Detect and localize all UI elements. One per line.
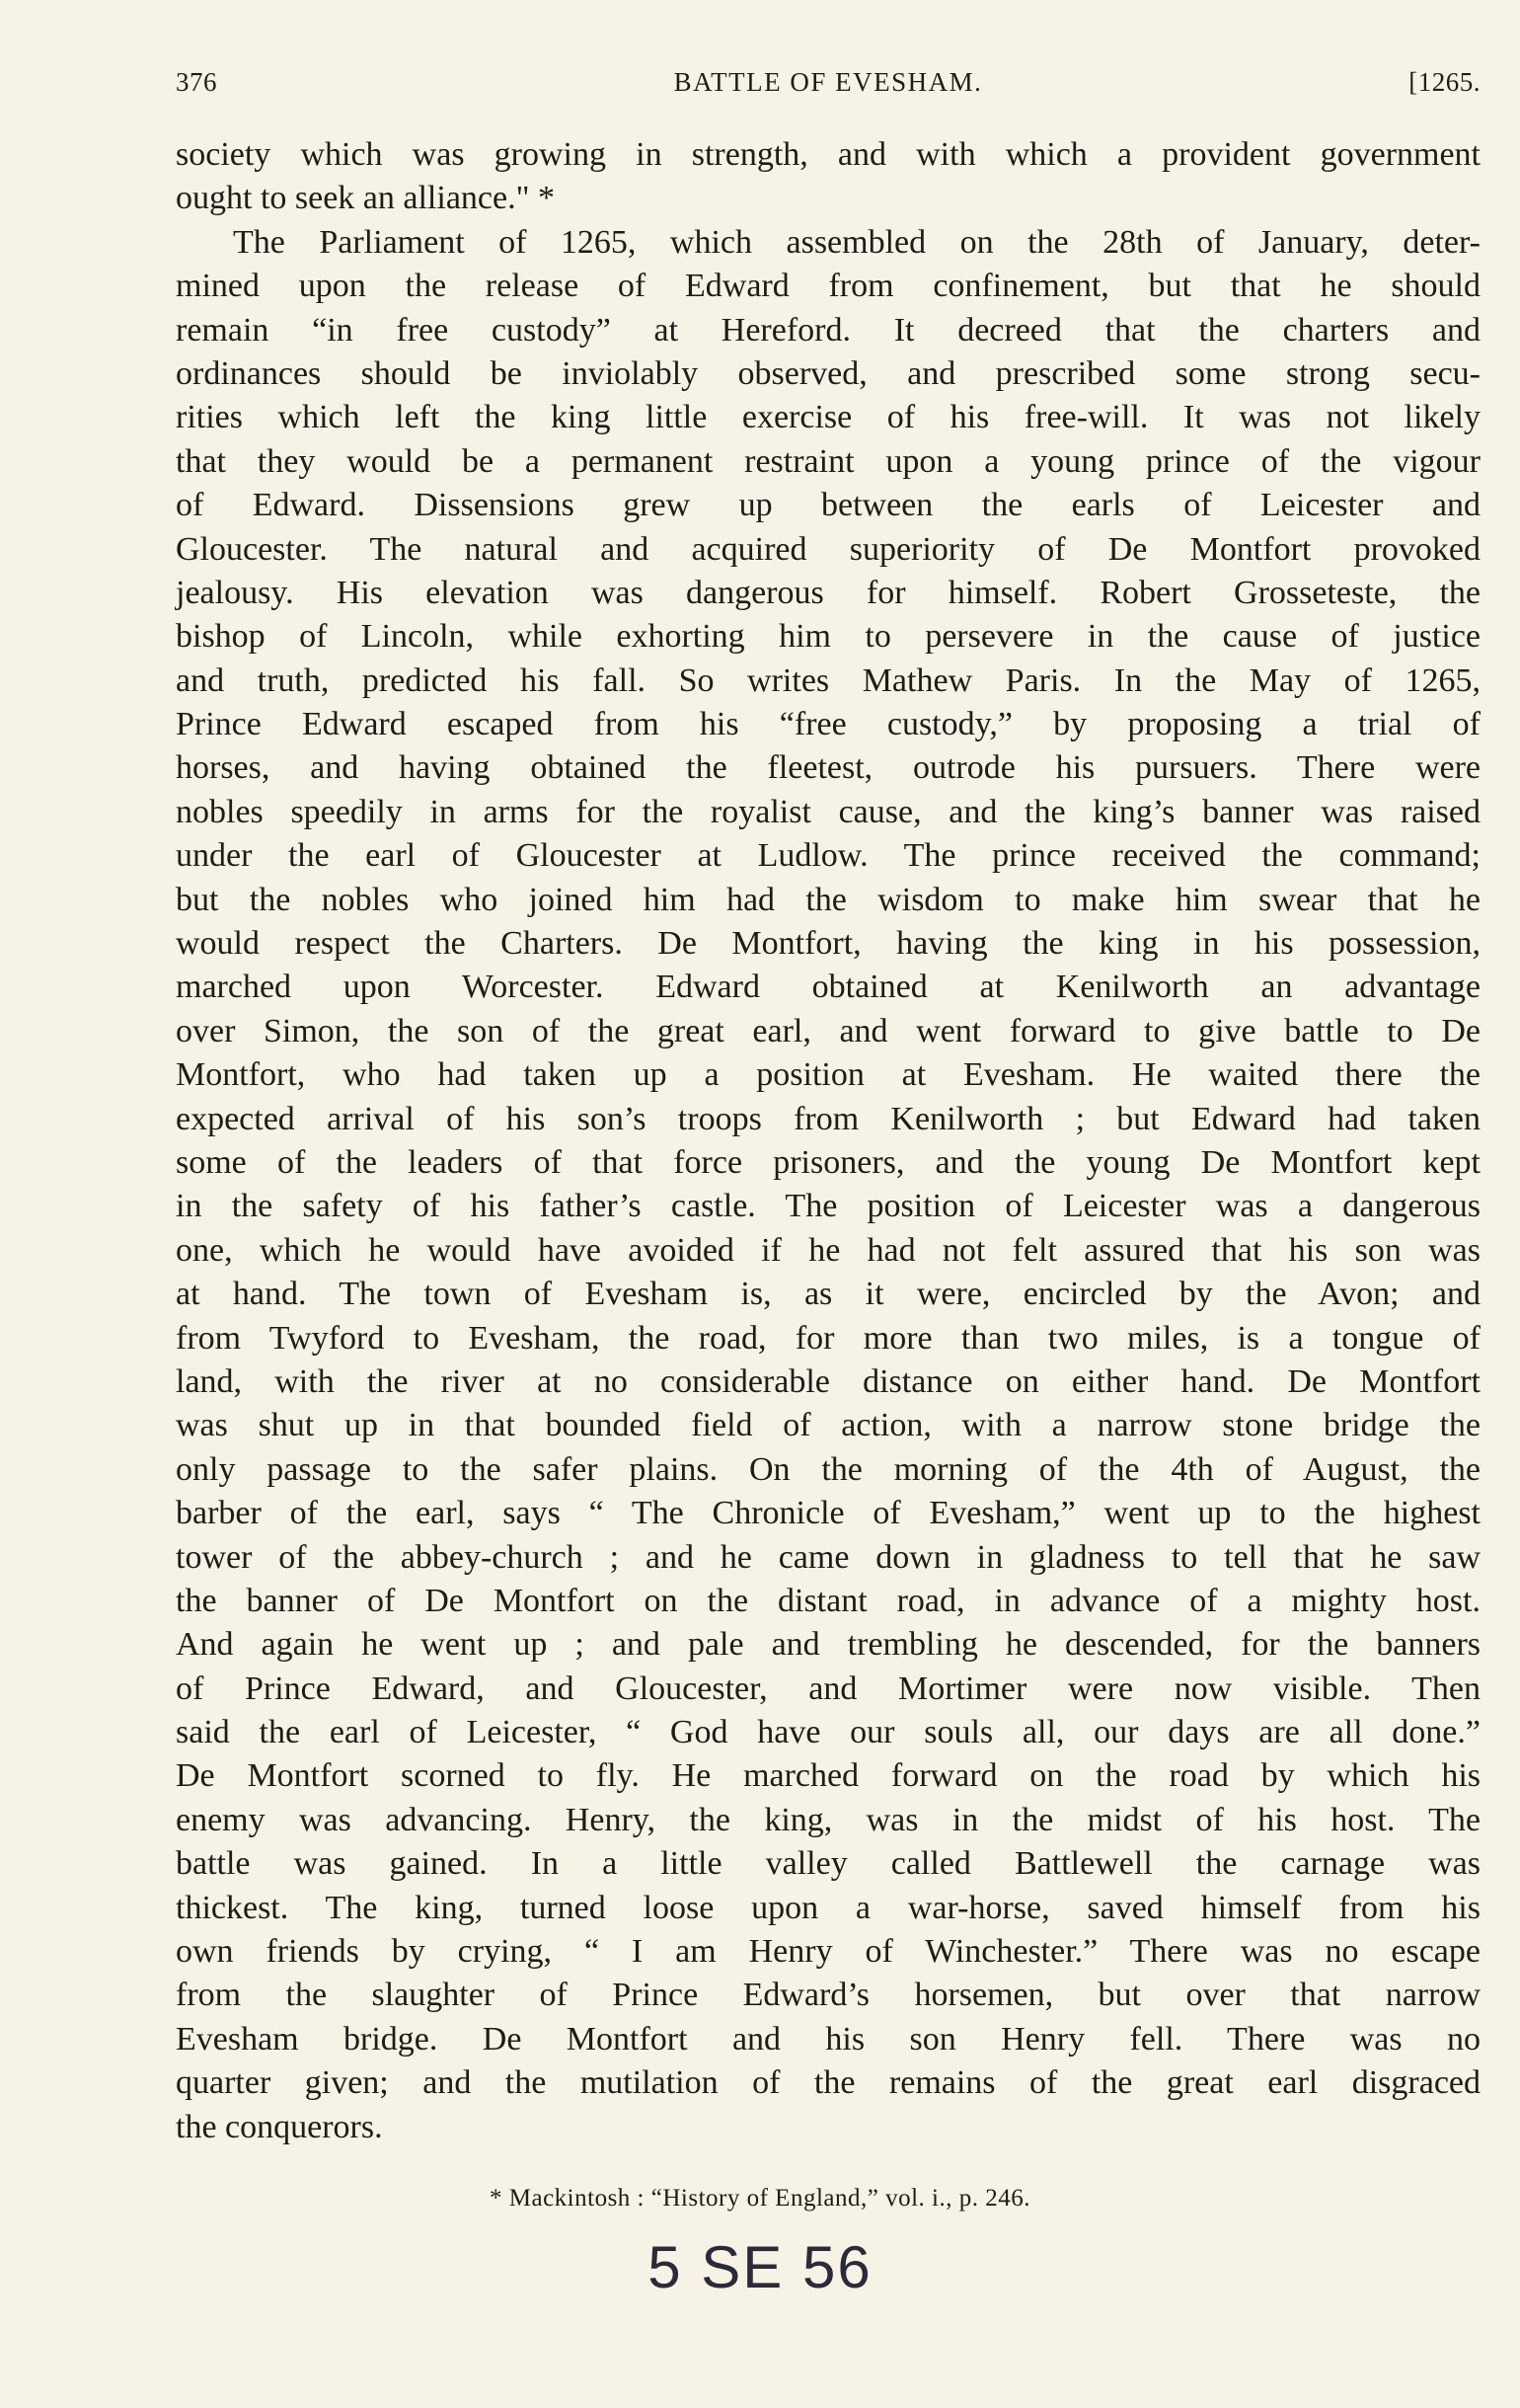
- text-line: over Simon, the son of the great earl, and went forward to give battle to De: [176, 1012, 1481, 1049]
- library-stamp: 5 SE 56: [647, 2234, 873, 2300]
- text-line: jealousy. His elevation was dangerous for himself. Robert Grosseteste, the: [176, 574, 1481, 611]
- text-line: was shut up in that bounded field of action, with a narrow stone bridge the: [176, 1407, 1481, 1444]
- body-text: [176, 133, 1481, 2149]
- text-line: some of the leaders of that force prisoners, and the young De Montfort kept: [176, 1143, 1481, 1181]
- text-line: under the earl of Gloucester at Ludlow. The prince received the command;: [176, 837, 1481, 875]
- text-line: of Edward. Dissensions grew up between the earls of Leicester and: [176, 487, 1481, 524]
- text-line: from Twyford to Evesham, the road, for more than two miles, is a tongue of: [176, 1319, 1481, 1357]
- text-line: the conquerors.: [176, 2108, 383, 2145]
- text-line: tower of the abbey-church ; and he came down in gladness to tell that he saw: [176, 1538, 1481, 1576]
- text-line: the banner of De Montfort on the distant road, in advance of a mighty host.: [176, 1582, 1481, 1619]
- text-line: Montfort, who had taken up a position at Evesham. He waited there the: [176, 1056, 1481, 1094]
- text-line: but the nobles who joined him had the wisdom to make him swear that he: [176, 881, 1481, 918]
- text-line: only passage to the safer plains. On the morning of the 4th of August, the: [176, 1450, 1481, 1488]
- text-line: and truth, predicted his fall. So writes Mathew Paris. In the May of 1265,: [176, 661, 1481, 699]
- text-line: De Montfort scorned to fly. He marched forward on the road by which his: [176, 1757, 1481, 1795]
- text-line: bishop of Lincoln, while exhorting him to persevere in the cause of justice: [176, 618, 1481, 656]
- text-line: battle was gained. In a little valley called Battlewell the carnage was: [176, 1845, 1481, 1883]
- text-line: own friends by crying, “ I am Henry of Winchester.” There was no escape: [176, 1933, 1481, 1971]
- text-line: quarter given; and the mutilation of the remains of the great earl disgraced: [176, 2064, 1481, 2102]
- text-line: rities which left the king little exercise of his free-will. It was not likely: [176, 399, 1481, 436]
- text-line: society which was growing in strength, and with which a provident government: [176, 136, 1481, 173]
- text-line: Prince Edward escaped from his “free custody,” by proposing a trial of: [176, 706, 1481, 743]
- text-line: one, which he would have avoided if he had not felt assured that his son was: [176, 1231, 1481, 1269]
- page-number: 376: [176, 67, 217, 97]
- text-line: of Prince Edward, and Gloucester, and Mortimer were now visible. Then: [176, 1670, 1481, 1707]
- text-line: said the earl of Leicester, “ God have our souls all, our days are all done.”: [176, 1714, 1481, 1751]
- text-line: remain “in free custody” at Hereford. It decreed that the charters and: [176, 311, 1481, 349]
- text-line: thickest. The king, turned loose upon a war-horse, saved himself from his: [176, 1889, 1481, 1926]
- running-head: [176, 67, 1481, 107]
- text-line: The Parliament of 1265, which assembled on the 28th of January, deter-: [233, 223, 1481, 261]
- text-line: horses, and having obtained the fleetest, outrode his pursuers. There were: [176, 749, 1481, 787]
- text-line: at hand. The town of Evesham is, as it were, encircled by the Avon; and: [176, 1276, 1481, 1313]
- text-line: mined upon the release of Edward from confinement, but that he should: [176, 268, 1481, 305]
- text-line: nobles speedily in arms for the royalist cause, and the king’s banner was raised: [176, 793, 1481, 830]
- text-line: marched upon Worcester. Edward obtained at Kenilworth an advantage: [176, 969, 1481, 1006]
- text-line: from the slaughter of Prince Edward’s horsemen, but over that narrow: [176, 1977, 1481, 2014]
- text-line: expected arrival of his son’s troops from Kenilworth ; but Edward had taken: [176, 1100, 1481, 1137]
- text-line: ordinances should be inviolably observed, and prescribed some strong secu-: [176, 354, 1481, 392]
- text-line: barber of the earl, says “ The Chronicle of Evesham,” went up to the highest: [176, 1495, 1481, 1532]
- text-line: enemy was advancing. Henry, the king, was in the midst of his host. The: [176, 1801, 1481, 1838]
- header-year: [1265.: [1408, 67, 1481, 97]
- footnote: * Mackintosh : “History of England,” vol. i., p. 246.: [490, 2185, 1030, 2212]
- text-line: would respect the Charters. De Montfort, having the king in his possession,: [176, 925, 1481, 963]
- text-line: that they would be a permanent restraint upon a young prince of the vigour: [176, 442, 1481, 480]
- text-line: in the safety of his father’s castle. The position of Leicester was a dangerous: [176, 1188, 1481, 1225]
- text-line: Gloucester. The natural and acquired superiority of De Montfort provoked: [176, 530, 1481, 568]
- text-line: Evesham bridge. De Montfort and his son Henry fell. There was no: [176, 2020, 1481, 2058]
- text-line: land, with the river at no considerable distance on either hand. De Montfort: [176, 1362, 1481, 1400]
- text-line: And again he went up ; and pale and trembling he descended, for the banners: [176, 1626, 1481, 1664]
- chapter-title: BATTLE OF EVESHAM.: [673, 67, 983, 97]
- text-line: ought to seek an alliance." *: [176, 180, 555, 217]
